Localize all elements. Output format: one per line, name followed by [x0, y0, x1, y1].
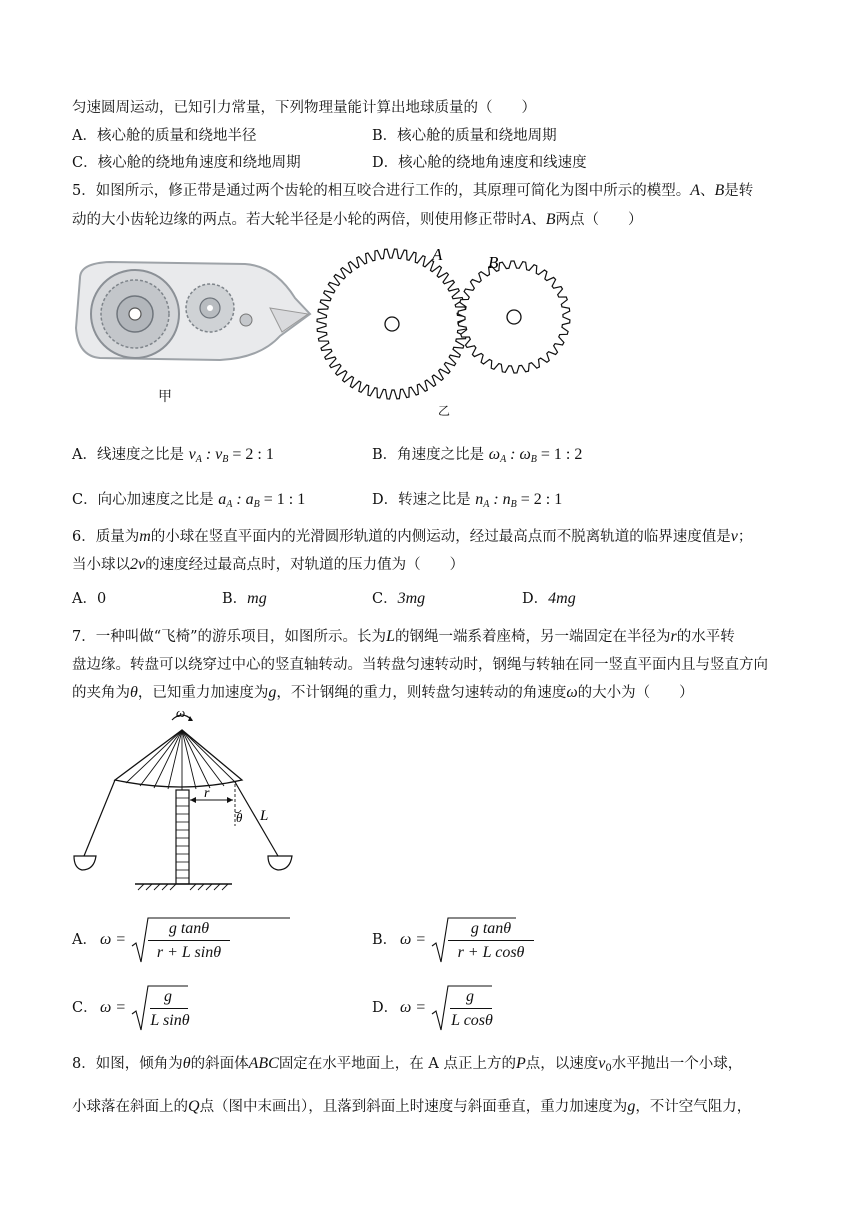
flying-chair-figure: [70, 705, 300, 898]
fig-L-label: L: [260, 808, 269, 824]
gear-label-b: B: [488, 253, 499, 272]
ground-hatch: [138, 884, 228, 890]
small-gear-center: [507, 310, 521, 324]
q5-option-c: C．向心加速度之比是 $a_A$ : $a_B = 1$ : 1: [72, 491, 306, 510]
q5-stem-line2: 动的大小齿轮边缘的两点。若大轮半径是小轮的两倍，则使用修正带时A、B两点（ ）: [72, 211, 643, 228]
q5-option-d: D．转速之比是 $n_A$ : $n_B = 2$ : 1: [372, 491, 563, 510]
correction-tape-figure: [70, 258, 320, 368]
q6-stem-line1: 6．质量为m的小球在竖直平面内的光滑圆形轨道的内侧运动，经过最高点而不脱离轨道的临界速度值是v；: [72, 528, 753, 545]
q6-option-d: D．4mg: [522, 590, 576, 607]
q6-option-b: B．mg: [222, 590, 267, 607]
q7-stem-line1: 7．一种叫做“飞椅”的游乐项目，如图所示。长为L的钢绳一端系着座椅，另一端固定在半径为r的水平转: [72, 628, 735, 645]
big-gear-center: [385, 317, 399, 331]
fig-omega-label: ω: [176, 705, 186, 720]
q8-stem-line1: 8．如图，倾角为θ的斜面体ABC固定在水平地面上，在 A 点正上方的P点，以速度$v_0$水平抛出一个小球，: [72, 1055, 743, 1074]
gear-label-a: A: [432, 245, 443, 264]
q4-option-c: C．核心舱的绕地角速度和绕地周期: [72, 155, 301, 171]
q4-option-b: B．核心舱的质量和绕地周期: [372, 128, 557, 144]
figure-caption-yi: 乙: [438, 404, 451, 418]
q4-option-d: D．核心舱的绕地角速度和线速度: [372, 155, 587, 171]
q5-stem-line1: 5．如图所示，修正带是通过两个齿轮的相互咬合进行工作的，其原理可简化为图中所示的模型。A、B是转: [72, 182, 754, 199]
fig-theta-label: θ: [236, 810, 243, 825]
q6-option-c: C．3mg: [372, 590, 426, 607]
q5-option-b: B．角速度之比是 $\omega_A$ : $\omega_B = 1$ : 2: [372, 446, 583, 465]
figure-caption-jia: 甲: [158, 389, 172, 405]
q4-option-a: A．核心舱的质量和绕地半径: [72, 128, 257, 144]
gears-figure: [312, 245, 582, 398]
q7-stem-line3: 的夹角为θ，已知重力加速度为g，不计钢绳的重力，则转盘匀速转动的角速度ω的大小为（ ）: [72, 684, 694, 701]
fig-r-label: r: [204, 786, 210, 801]
q8-stem-line2: 小球落在斜面上的Q点（图中末画出），且落到斜面上时速度与斜面垂直，重力加速度为g，不计空气阻力，: [72, 1098, 752, 1115]
q7-stem-line2: 盘边缘。转盘可以绕穿过中心的竖直轴转动。当转盘匀速转动时，钢绳与转轴在同一竖直平面内且与竖直方向: [72, 657, 768, 673]
q5-option-a: A．线速度之比是 $v_A$ : $v_B = 2$ : 1: [72, 446, 274, 465]
q6-option-a: A．0: [72, 591, 107, 607]
q6-stem-line2: 当小球以2v的速度经过最高点时，对轨道的压力值为（ ）: [72, 556, 465, 573]
q4-stem-end: 匀速圆周运动，已知引力常量，下列物理量能计算出地球质量的（ ）: [72, 100, 536, 116]
